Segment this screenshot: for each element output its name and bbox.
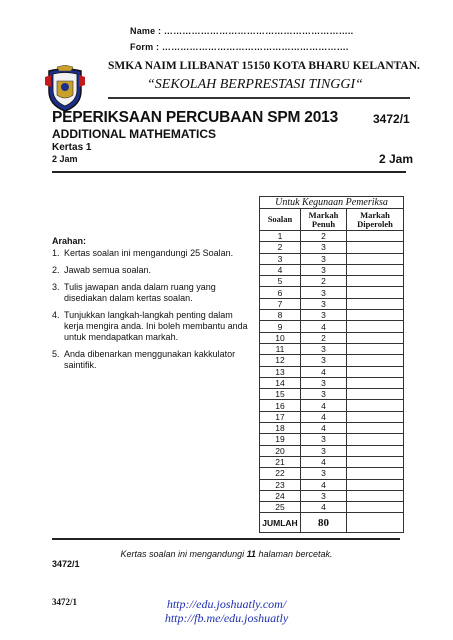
- table-row: [260, 411, 404, 422]
- school-crest-icon: [43, 65, 87, 113]
- table-row: [260, 242, 404, 253]
- question-number: 1: [260, 231, 301, 242]
- obtained-marks-cell[interactable]: [347, 343, 404, 354]
- table-row: [260, 321, 404, 332]
- full-marks: 3: [301, 264, 347, 275]
- full-marks: 3: [301, 253, 347, 264]
- question-number: 5: [260, 276, 301, 287]
- full-marks: 4: [301, 456, 347, 467]
- table-row: [260, 445, 404, 456]
- full-marks: 4: [301, 479, 347, 490]
- obtained-marks-cell[interactable]: [347, 490, 404, 501]
- table-row: [260, 287, 404, 298]
- question-number: 2: [260, 242, 301, 253]
- col-header-diperoleh: Markah Diperoleh: [347, 209, 404, 231]
- col-header-penuh: Markah Penuh: [301, 209, 347, 231]
- instruction-item: 2. Jawab semua soalan.: [52, 265, 152, 275]
- table-row: [260, 434, 404, 445]
- table-row: [260, 298, 404, 309]
- question-number: 25: [260, 502, 301, 513]
- full-marks: 4: [301, 366, 347, 377]
- facebook-link[interactable]: http://fb.me/edu.joshuatly: [164, 611, 289, 625]
- table-row: [260, 490, 404, 501]
- obtained-marks-cell[interactable]: [347, 276, 404, 287]
- obtained-marks-cell[interactable]: [347, 287, 404, 298]
- question-number: 19: [260, 434, 301, 445]
- title-divider: [52, 171, 406, 173]
- question-number: 10: [260, 332, 301, 343]
- question-number: 18: [260, 423, 301, 434]
- question-number: 3: [260, 253, 301, 264]
- table-row: [260, 355, 404, 366]
- page-count: 11: [246, 549, 256, 559]
- obtained-marks-cell[interactable]: [347, 434, 404, 445]
- question-number: 12: [260, 355, 301, 366]
- obtained-marks-cell[interactable]: [347, 389, 404, 400]
- question-number: 22: [260, 468, 301, 479]
- full-marks: 3: [301, 377, 347, 388]
- question-number: 24: [260, 490, 301, 501]
- table-title: Untuk Kegunaan Pemeriksa: [260, 197, 404, 209]
- table-row: [260, 264, 404, 275]
- question-number: 4: [260, 264, 301, 275]
- full-marks: 3: [301, 343, 347, 354]
- table-row: [260, 389, 404, 400]
- instructions: [52, 236, 250, 377]
- obtained-marks-cell[interactable]: [347, 468, 404, 479]
- bottom-code: 3472/1: [52, 597, 78, 607]
- obtained-marks-cell[interactable]: [347, 242, 404, 253]
- question-number: 16: [260, 400, 301, 411]
- col-header-soalan: Soalan: [260, 209, 301, 231]
- obtained-marks-cell[interactable]: [347, 332, 404, 343]
- question-number: 6: [260, 287, 301, 298]
- full-marks: 4: [301, 321, 347, 332]
- full-marks: 3: [301, 298, 347, 309]
- question-number: 17: [260, 411, 301, 422]
- school-name: SMKA NAIM LILBANAT 15150 KOTA BHARU KELANTAN.: [108, 60, 420, 72]
- question-number: 15: [260, 389, 301, 400]
- obtained-marks-cell[interactable]: [347, 264, 404, 275]
- duration-big: 2 Jam: [379, 152, 414, 166]
- website-link[interactable]: http://edu.joshuatly.com/: [166, 597, 287, 611]
- full-marks: 4: [301, 502, 347, 513]
- instruction-item: 5. Anda dibenarkan menggunakan kakkulator saintifik.: [52, 349, 236, 370]
- full-marks: 3: [301, 434, 347, 445]
- obtained-marks-cell[interactable]: [347, 445, 404, 456]
- table-row: [260, 479, 404, 490]
- obtained-marks-cell[interactable]: [347, 400, 404, 411]
- table-row: [260, 377, 404, 388]
- table-row: [260, 456, 404, 467]
- obtained-marks-cell[interactable]: [347, 355, 404, 366]
- exam-title: PEPERIKSAAN PERCUBAAN SPM 2013: [52, 109, 338, 126]
- table-row: [260, 468, 404, 479]
- full-marks: 2: [301, 332, 347, 343]
- obtained-marks-cell[interactable]: [347, 298, 404, 309]
- obtained-marks-cell[interactable]: [347, 310, 404, 321]
- obtained-marks-cell[interactable]: [347, 321, 404, 332]
- obtained-marks-cell[interactable]: [347, 502, 404, 513]
- footer-code: 3472/1: [52, 559, 80, 569]
- table-row: [260, 310, 404, 321]
- table-row: [260, 231, 404, 242]
- header-divider: [108, 97, 410, 99]
- full-marks: 3: [301, 389, 347, 400]
- instruction-item: 1. Kertas soalan ini mengandungi 25 Soalan.: [52, 248, 234, 258]
- question-number: 9: [260, 321, 301, 332]
- full-marks: 3: [301, 468, 347, 479]
- full-marks: 3: [301, 287, 347, 298]
- name-line: Name : ……………………………………………………..: [130, 26, 354, 36]
- paper-number: Kertas 1: [52, 142, 92, 153]
- table-row: [260, 423, 404, 434]
- instruction-item: 4. Tunjukkan langkah-langkah penting dalam kerja mengira anda. Ini boleh membantu anda untuk mendapatkan markah.: [52, 310, 248, 342]
- obtained-marks-cell[interactable]: [347, 253, 404, 264]
- full-marks: 3: [301, 490, 347, 501]
- question-number: 7: [260, 298, 301, 309]
- paper-code: 3472/1: [373, 112, 410, 126]
- full-marks: 4: [301, 423, 347, 434]
- page-count-note: Kertas soalan ini mengandungi 11 halaman bercetak.: [120, 549, 333, 559]
- school-motto: “SEKOLAH BERPRESTASI TINGGI“: [147, 77, 363, 92]
- question-number: 20: [260, 445, 301, 456]
- footer-divider: [52, 538, 400, 540]
- obtained-marks-cell[interactable]: [347, 366, 404, 377]
- obtained-marks-cell[interactable]: [347, 456, 404, 467]
- obtained-marks-cell[interactable]: [347, 411, 404, 422]
- duration-small: 2 Jam: [52, 154, 78, 164]
- full-marks: 4: [301, 400, 347, 411]
- form-line: Form : …………………………………………………….: [130, 42, 349, 52]
- obtained-marks-cell[interactable]: [347, 231, 404, 242]
- full-marks: 4: [301, 411, 347, 422]
- obtained-marks-cell[interactable]: [347, 479, 404, 490]
- obtained-marks-cell[interactable]: [347, 377, 404, 388]
- table-row: [260, 366, 404, 377]
- full-marks: 3: [301, 242, 347, 253]
- question-number: 8: [260, 310, 301, 321]
- table-row: [260, 502, 404, 513]
- question-number: 23: [260, 479, 301, 490]
- table-row: [260, 276, 404, 287]
- full-marks: 2: [301, 276, 347, 287]
- full-marks: 3: [301, 355, 347, 366]
- full-marks: 3: [301, 310, 347, 321]
- table-row: [260, 400, 404, 411]
- question-number: 11: [260, 343, 301, 354]
- table-row: [260, 332, 404, 343]
- total-obtained-cell[interactable]: [347, 513, 404, 533]
- question-number: 13: [260, 366, 301, 377]
- instruction-item: 3. Tulis jawapan anda dalam ruang yang disediakan dalam kertas soalan.: [52, 282, 216, 303]
- instructions-heading: Arahan:: [52, 236, 87, 246]
- full-marks: 2: [301, 231, 347, 242]
- table-row: [260, 343, 404, 354]
- subject-title: ADDITIONAL MATHEMATICS: [52, 127, 216, 141]
- full-marks: 3: [301, 445, 347, 456]
- total-value: 80: [301, 513, 347, 533]
- marks-table: [259, 196, 404, 533]
- obtained-marks-cell[interactable]: [347, 423, 404, 434]
- table-row: [260, 253, 404, 264]
- question-number: 21: [260, 456, 301, 467]
- question-number: 14: [260, 377, 301, 388]
- total-label: JUMLAH: [260, 513, 301, 533]
